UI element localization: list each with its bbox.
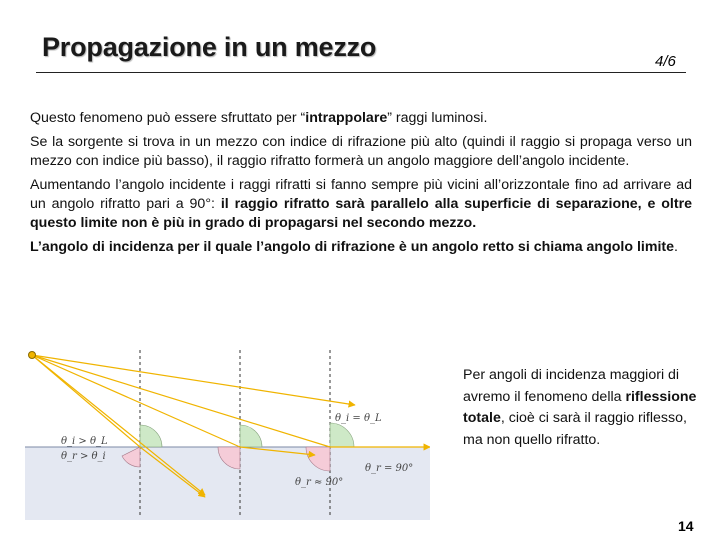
slide-counter: 4/6 [655, 53, 676, 70]
paragraph-1-text-b: ” raggi luminosi. [387, 110, 488, 126]
refraction-diagram [25, 345, 430, 520]
slide-title: Propagazione in un mezzo [42, 32, 377, 62]
side-note-text-b: , cioè ci sarà il raggio riflesso, ma non quello rifratto. [463, 410, 687, 448]
paragraph-2: Se la sorgente si trova in un mezzo con indice di rifrazione più alto (quindi il raggio si propaga verso un mezzo con indice più basso), il raggio rifratto formerà un angolo maggiore dell’angolo incidente. [30, 134, 692, 169]
incident-ray-2 [32, 355, 240, 447]
paragraph-4-text: . [674, 239, 678, 255]
side-note-bold: riflessione totale [463, 388, 697, 426]
incident-arc-2 [240, 425, 262, 447]
paragraph-3-text: Aumentando l’angolo incidente i raggi rifratti si fanno sempre più vicini all’orizzontale fino ad arrivare ad un angolo rifratto pari a 90°: [30, 177, 692, 212]
incident-ray-3 [32, 355, 330, 447]
paragraph-1 [30, 109, 692, 128]
paragraph-1-text-a: Questo fenomeno può essere sfruttato per “ [30, 110, 306, 126]
incident-arc-3 [330, 423, 354, 447]
label-cond1: θ_i > θ_L [61, 436, 108, 447]
label-right-angle: θ_r = 90° [365, 463, 414, 474]
paragraph-4 [30, 238, 692, 257]
paragraph-3 [30, 176, 692, 233]
label-beyond: θ_r ≈ 90° [295, 477, 344, 488]
label-limit: θ_i = θ_L [335, 413, 382, 424]
incident-arc-1 [140, 425, 162, 447]
title-underline [36, 72, 686, 73]
paragraph-4-bold: L’angolo di incidenza per il quale l’angolo di rifrazione è un angolo retto si chiama angolo limite [30, 239, 675, 255]
label-cond2: θ_r > θ_i [61, 451, 106, 462]
body-text [30, 109, 692, 262]
paragraph-1-bold: intrappolare [305, 110, 388, 126]
page-number: 14 [678, 518, 694, 534]
side-note-text-a: Per angoli di incidenza maggiori di avremo il fenomeno della [463, 367, 680, 405]
reflected-ray-upper [32, 355, 355, 405]
paragraph-3-bold: il raggio rifratto sarà parallelo alla superficie di separazione, e oltre questo limite non è più in grado di propagarsi nel secondo mezzo. [30, 196, 693, 231]
light-source [29, 352, 36, 359]
side-note [463, 365, 698, 451]
